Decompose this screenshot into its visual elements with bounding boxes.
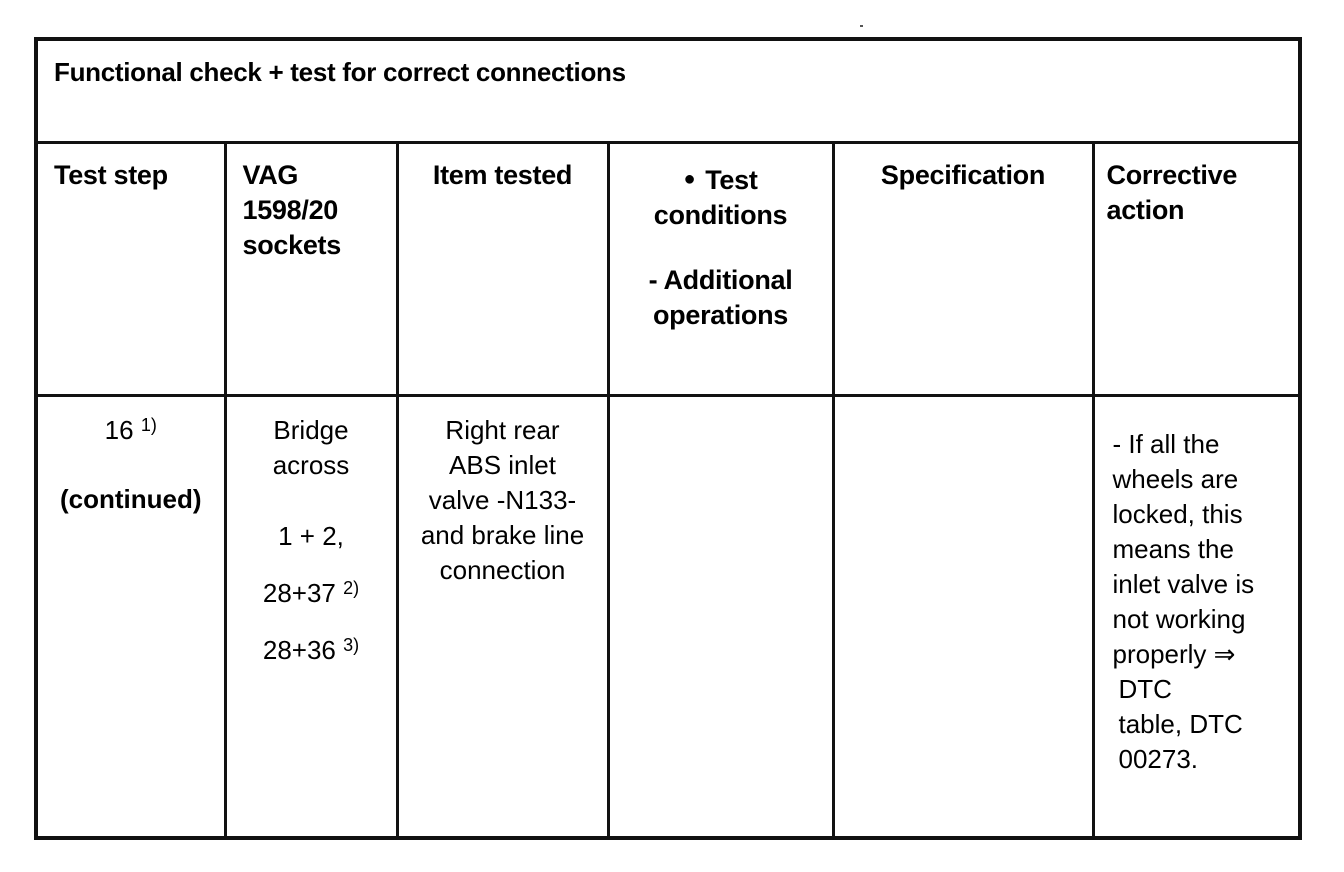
- action-line5: inlet valve is: [1112, 569, 1255, 599]
- header-row: [36, 143, 1300, 396]
- action-line1: - If all the: [1112, 429, 1220, 459]
- cell-corrective-action: [1093, 396, 1300, 839]
- header-item-tested: [397, 143, 608, 396]
- action-line6: not working: [1112, 604, 1246, 634]
- cell-item-tested: [397, 396, 608, 839]
- test-table: [34, 37, 1302, 840]
- socket-3-footnote: 3): [343, 635, 360, 655]
- header-corrective-action: [1093, 143, 1300, 396]
- action-line9: table, DTC: [1118, 709, 1243, 739]
- step-content: [38, 397, 224, 517]
- action-line4: means the: [1112, 534, 1234, 564]
- header-vag-line3: sockets: [242, 230, 341, 260]
- cell-test-step: [36, 396, 225, 839]
- header-cond-line4: operations: [652, 300, 789, 330]
- header-cond-line2: conditions: [653, 200, 788, 230]
- table-title: Functional check + test for correct connections: [54, 57, 626, 87]
- socket-2-footnote: 2): [343, 578, 360, 598]
- header-corrective-label: [1095, 144, 1299, 228]
- header-test-step: [36, 143, 225, 396]
- sockets-content: [227, 397, 396, 668]
- bullet-icon: ●: [683, 168, 696, 190]
- item-line5: connection: [439, 555, 566, 585]
- header-corrective-line2: action: [1106, 195, 1185, 225]
- title-row: [36, 39, 1300, 143]
- header-conditions-label: [610, 144, 832, 333]
- table-row: [36, 396, 1300, 839]
- header-test-conditions: [608, 143, 833, 396]
- cell-specification: [833, 396, 1093, 839]
- title-cell: [36, 39, 1300, 143]
- step-number: 16 $^{1)}$: [104, 415, 157, 445]
- header-specification: [833, 143, 1093, 396]
- socket-pair-1: 1 + 2,: [278, 521, 344, 551]
- cell-test-conditions: [608, 396, 833, 839]
- action-line10: 00273.: [1118, 744, 1199, 774]
- header-corrective-line1: Corrective: [1106, 160, 1238, 190]
- bridge-line2: across: [272, 450, 350, 480]
- socket-pair-3: 28+36 $^{3)}$: [262, 635, 360, 665]
- stray-dot: [860, 25, 863, 27]
- header-test-step-label: Test step: [54, 160, 168, 190]
- step-note: (continued): [59, 484, 202, 514]
- header-vag-sockets: [225, 143, 397, 396]
- action-line7: properly ⇒: [1112, 639, 1236, 669]
- header-specification-label: Specification: [880, 160, 1046, 190]
- header-item-tested-label: Item tested: [432, 160, 573, 190]
- item-line3: valve -N133-: [428, 485, 577, 515]
- action-line2: wheels are: [1112, 464, 1239, 494]
- header-cond-line1: ● Test: [683, 165, 758, 195]
- socket-pair-2: 28+37 $^{2)}$: [262, 578, 360, 608]
- header-vag-label: [227, 144, 396, 263]
- corrective-action-content: [1095, 397, 1299, 777]
- item-line2: ABS inlet: [449, 450, 556, 480]
- bridge-line1: Bridge: [273, 415, 349, 445]
- action-line8: DTC: [1118, 674, 1172, 704]
- item-line4: and brake line: [420, 520, 585, 550]
- cell-sockets: [225, 396, 397, 839]
- item-line1: Right rear: [445, 415, 560, 445]
- item-content: [399, 397, 607, 588]
- step-footnote: 1): [140, 415, 157, 435]
- header-vag-line2: 1598/20: [242, 195, 338, 225]
- header-cond-line3: - Additional: [648, 265, 793, 295]
- action-line3: locked, this: [1112, 499, 1243, 529]
- header-vag-line1: VAG: [242, 160, 299, 190]
